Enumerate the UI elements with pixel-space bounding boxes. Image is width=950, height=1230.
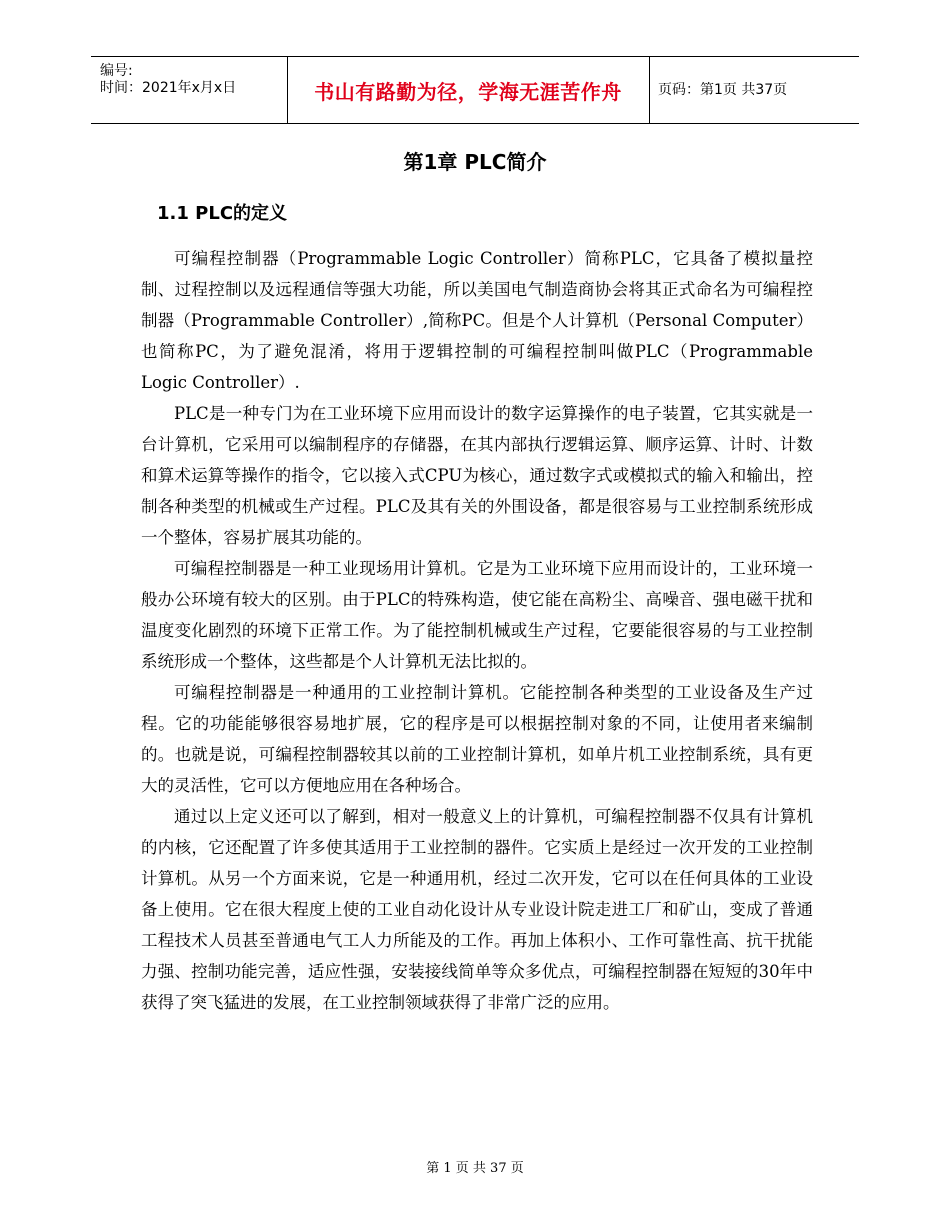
page-header [91, 56, 859, 124]
header-page-info: 页码：第1页 共37页 [658, 82, 788, 98]
paragraph: 通过以上定义还可以了解到，相对一般意义上的计算机，可编程控制器不仅具有计算机的内核，它还配置了许多使其适用于工业控制的器件。它实质上是经过一次开发的工业控制计算机。从另一个方面来说，它是一种通用机，经过二次开发，它可以在任何具体的工业设备上使用。它在很大程度上使的工业自动化设计从专业设计院走进工厂和矿山，变成了普通工程技术人员甚至普通电气工人力所能及的工作。再加上体积小、工作可靠性高、抗干扰能力强、控制功能完善，适应性强，安装接线简单等众多优点，可编程控制器在短短的30年中获得了突飞猛进的发展，在工业控制领域获得了非常广泛的应用。 [141, 807, 813, 1012]
page-footer: 第 1 页 共 37 页 [426, 1161, 524, 1176]
chapter-title: 第1章 PLC简介 [403, 150, 547, 174]
body-text [141, 243, 813, 1018]
paragraph: 可编程控制器（Programmable Logic Controller）简称PLC，它具备了模拟量控制、过程控制以及远程通信等强大功能，所以美国电气制造商协会将其正式命名为可编程控制器（Programmable Controller）,简称PC。但是个人计算机（Personal Computer）也简称PC，为了避免混淆，将用于逻辑控制的可编程控制叫做PLC（Programmable Logic Controller）. [141, 249, 813, 392]
paragraph: 可编程控制器是一种工业现场用计算机。它是为工业环境下应用而设计的，工业环境一般办公环境有较大的区别。由于PLC的特殊构造，使它能在高粉尘、高噪音、强电磁干扰和温度变化剧烈的环境下正常工作。为了能控制机械或生产过程，它要能很容易的与工业控制系统形成一个整体，这些都是个人计算机无法比拟的。 [141, 559, 813, 671]
header-meta-cell [91, 57, 288, 123]
document-date-label: 时间：2021年x月x日 [100, 80, 237, 96]
paragraph: 可编程控制器是一种通用的工业控制计算机。它能控制各种类型的工业设备及生产过程。它的功能能够很容易地扩展，它的程序是可以根据控制对象的不同，让使用者来编制的。也就是说，可编程控制器较其以前的工业控制计算机，如单片机工业控制系统，具有更大的灵活性，它可以方便地应用在各种场合。 [141, 683, 813, 795]
paragraph: PLC是一种专门为在工业环境下应用而设计的数字运算操作的电子装置，它其实就是一台计算机，它采用可以编制程序的存储器，在其内部执行逻辑运算、顺序运算、计时、计数和算术运算等操作的指令，它以接入式CPU为核心，通过数字式或模拟式的输入和输出，控制各种类型的机械或生产过程。PLC及其有关的外围设备，都是很容易与工业控制系统形成一个整体，容易扩展其功能的。 [141, 404, 813, 547]
header-motto: 书山有路勤为径，学海无涯苦作舟 [287, 57, 650, 123]
section-title: 1.1 PLC的定义 [157, 203, 288, 224]
document-number-label: 编号: [100, 63, 133, 79]
